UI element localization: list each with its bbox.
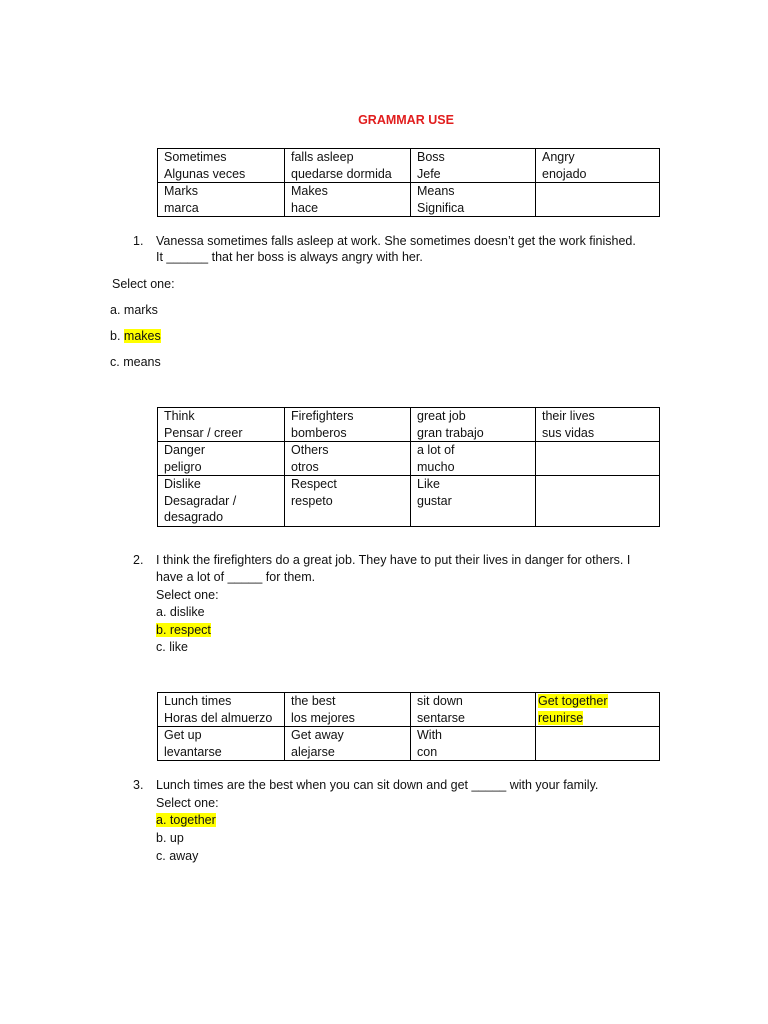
table-row: [158, 442, 660, 476]
table-cell: Lunch times Horas del almuerzo: [158, 693, 285, 727]
table-cell-empty: [536, 476, 660, 527]
table-cell: Firefighters bomberos: [285, 408, 411, 442]
table-cell: Think Pensar / creer: [158, 408, 285, 442]
highlighted-answer: b. respect: [156, 623, 211, 637]
table-cell: falls asleep quedarse dormida: [285, 149, 411, 183]
table-row: [158, 408, 660, 442]
question-1-text-line-2: It ______ that her boss is always angry with her.: [156, 250, 423, 264]
table-cell: Get up levantarse: [158, 727, 285, 761]
select-one-label: Select one:: [156, 796, 219, 810]
table-cell-highlighted: Get together reunirse: [536, 693, 660, 727]
table-cell-empty: [536, 183, 660, 217]
highlighted-answer: makes: [123, 329, 161, 343]
table-cell: Respect respeto: [285, 476, 411, 527]
table-row: [158, 693, 660, 727]
select-one-label: Select one:: [112, 277, 175, 291]
vocab-table-3: [157, 692, 660, 761]
option-b: b. up: [156, 831, 184, 845]
question-2-text-line-1: I think the firefighters do a great job. They have to put their lives in danger for others. I: [156, 553, 631, 567]
table-cell: Danger peligro: [158, 442, 285, 476]
table-cell: Makes hace: [285, 183, 411, 217]
table-cell: Get away alejarse: [285, 727, 411, 761]
table-row: [158, 183, 660, 217]
page-title: GRAMMAR USE: [358, 113, 454, 127]
option-a: a. marks: [110, 303, 158, 317]
question-3-text-line-1: Lunch times are the best when you can sit down and get _____ with your family.: [156, 778, 599, 792]
select-one-label: Select one:: [156, 588, 219, 602]
table-cell: Angry enojado: [536, 149, 660, 183]
question-1-text-line-1: Vanessa sometimes falls asleep at work. She sometimes doesn’t get the work finished.: [156, 234, 636, 248]
table-cell: sit down sentarse: [411, 693, 536, 727]
vocab-table-1: [157, 148, 660, 217]
table-cell: their lives sus vidas: [536, 408, 660, 442]
table-cell-empty: [536, 727, 660, 761]
option-b-selected: b. makes: [110, 329, 161, 343]
question-number: 2.: [133, 553, 144, 567]
table-cell: With con: [411, 727, 536, 761]
table-cell: Others otros: [285, 442, 411, 476]
option-c: c. like: [156, 640, 188, 654]
question-number: 3.: [133, 778, 144, 792]
table-cell: Dislike Desagradar / desagrado: [158, 476, 285, 527]
table-cell: Like gustar: [411, 476, 536, 527]
table-cell: Marks marca: [158, 183, 285, 217]
option-a: a. dislike: [156, 605, 205, 619]
table-cell: Means Significa: [411, 183, 536, 217]
question-number: 1.: [133, 234, 144, 248]
table-row: [158, 149, 660, 183]
option-c: c. means: [110, 355, 161, 369]
table-cell: Sometimes Algunas veces: [158, 149, 285, 183]
table-row: [158, 476, 660, 527]
option-a-selected: [156, 812, 216, 829]
table-cell: the best los mejores: [285, 693, 411, 727]
highlighted-answer: a. together: [156, 813, 216, 827]
vocab-table-2: [157, 407, 660, 527]
option-b-selected: [156, 622, 211, 639]
table-cell: great job gran trabajo: [411, 408, 536, 442]
table-cell: a lot of mucho: [411, 442, 536, 476]
table-row: [158, 727, 660, 761]
table-cell: Boss Jefe: [411, 149, 536, 183]
table-cell-empty: [536, 442, 660, 476]
option-c: c. away: [156, 849, 199, 863]
question-2-text-line-2: have a lot of _____ for them.: [156, 570, 316, 584]
